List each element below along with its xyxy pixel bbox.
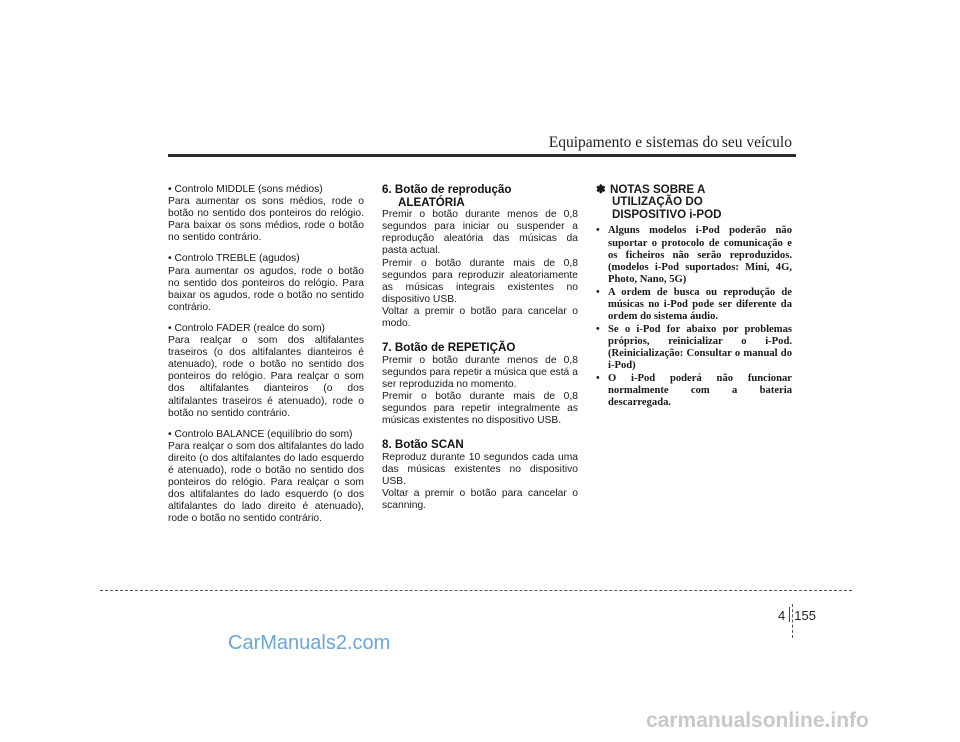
- control-middle: [168, 184, 364, 244]
- watermark-carmanualsonline[interactable]: carmanualsonline.info: [646, 709, 869, 732]
- control-treble-text: Para aumentar os agudos, rode o botão no sentido dos ponteiros do relógio. Para baixar os agudos, rode o botão no sentido contrário.: [168, 265, 364, 313]
- notes-title-line-2: UTILIZAÇÃO DO: [612, 195, 703, 209]
- chapter-number: 4: [778, 608, 786, 623]
- notes-title-line-3: DISPOSITIVO i-POD: [612, 207, 722, 221]
- notes-title-line-1: NOTAS SOBRE A: [610, 183, 706, 196]
- section-8-p2: Voltar a premir o botão para cancelar o scanning.: [382, 488, 578, 512]
- section-6-p3: Voltar a premir o botão para cancelar o modo.: [382, 305, 578, 330]
- section-8: [382, 439, 578, 512]
- asterisk-icon: ✽: [596, 183, 606, 196]
- column-2: [382, 184, 578, 518]
- footer-dashed-rule: [100, 590, 852, 591]
- section-7: [382, 342, 578, 427]
- section-8-p1: Reproduz durante 10 segundos cada uma das músicas existentes no dispositivo USB.: [382, 451, 578, 488]
- page-number: [778, 607, 816, 623]
- section-7-title: 7. Botão de REPETIÇÃO: [382, 341, 516, 355]
- control-fader-text: Para realçar o som dos altifalantes traseiros (o dos altifalantes dianteiros é atenuado), rode o botão no sentido dos ponteiros do relógio. Para realçar o som dos altifalantes dianteiros (o dos altifalantes traseiros é atenuado), rode o botão no sentido contrário.: [168, 335, 364, 419]
- control-middle-label: • Controlo MIDDLE (sons médios): [168, 184, 323, 195]
- control-balance-label: • Controlo BALANCE (equilíbrio do som): [168, 428, 353, 440]
- notes-title: [596, 184, 792, 221]
- column-3: [596, 184, 792, 410]
- column-1: [168, 184, 364, 534]
- section-6-p1: Premir o botão durante menos de 0,8 segundos para iniciar ou suspender a reprodução aleatória das músicas da pasta actual.: [382, 209, 578, 257]
- note-item: • O i-Pod poderá não funcionar normalmente com a bateria descarregada.: [596, 373, 792, 410]
- header-rule: [168, 154, 796, 157]
- control-middle-text: Para aumentar os sons médios, rode o botão no sentido dos ponteiros do relógio. Para baixar os sons médios, rode o botão no sentido contrário.: [168, 196, 364, 244]
- notes-list: [596, 225, 792, 409]
- control-balance: [168, 429, 364, 526]
- control-fader: [168, 323, 364, 420]
- section-7-p2: Premir o botão durante mais de 0,8 segundos para repetir integralmente as músicas existentes no dispositivo USB.: [382, 391, 578, 427]
- watermark-carmanuals2[interactable]: CarManuals2.com: [228, 632, 391, 654]
- note-item: • A ordem de busca ou reprodução de músicas no i-Pod pode ser diferente da ordem do sistema áudio.: [596, 287, 792, 324]
- control-treble: [168, 253, 364, 313]
- section-6-title: 6. Botão de reprodução ALEATÓRIA: [382, 183, 512, 209]
- page-number-value: 155: [794, 608, 816, 623]
- page-header-title: Equipamento e sistemas do seu veículo: [548, 134, 792, 151]
- section-7-p1: Premir o botão durante menos de 0,8 segundos para repetir a música que está a ser reproduzida no momento.: [382, 354, 578, 390]
- control-fader-label: • Controlo FADER (realce do som): [168, 322, 325, 334]
- page-number-separator: [789, 607, 790, 622]
- section-6-p2: Premir o botão durante mais de 0,8 segundos para reproduzir aleatoriamente as músicas integrais existentes no dispositivo USB.: [382, 257, 578, 305]
- section-6: [382, 184, 578, 330]
- note-item: • Se o i-Pod for abaixo por problemas próprios, reinicializar o i-Pod. (Reinicialização: Consultar o manual do i-Pod): [596, 324, 792, 373]
- control-balance-text: Para realçar o som dos altifalantes do lado direito (o dos altifalantes do lado esquerdo é atenuado), rode o botão no sentido dos ponteiros do relógio. Para realçar o som dos altifalantes do lado esquerdo (o dos altifalantes do lado direito é atenuado), rode o botão no sentido contrário.: [168, 440, 364, 525]
- control-treble-label: • Controlo TREBLE (agudos): [168, 253, 300, 265]
- section-8-title: 8. Botão SCAN: [382, 438, 464, 452]
- note-item: • Alguns modelos i-Pod poderão não suportar o protocolo de comunicação e os ficheiros não serão reproduzidos. (modelos i-Pod suportados: Mini, 4G, Photo, Nano, 5G): [596, 225, 792, 286]
